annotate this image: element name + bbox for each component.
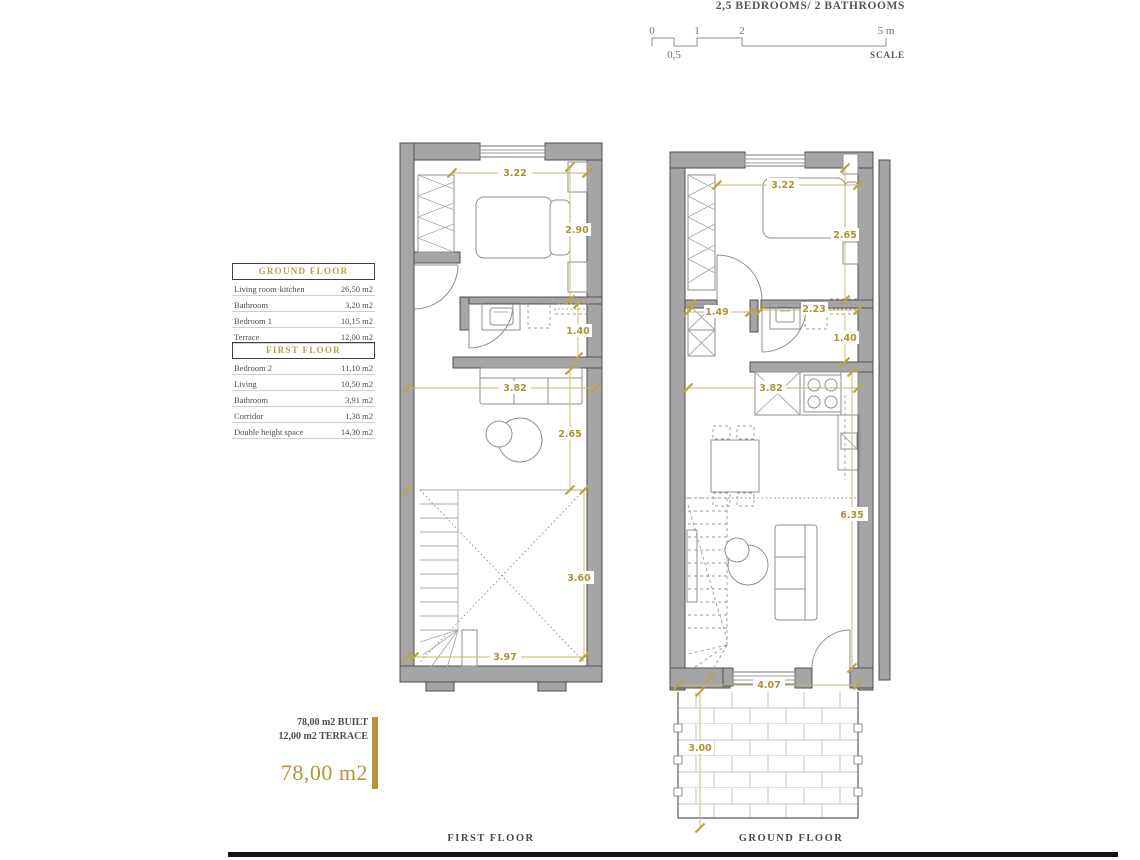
- scale-tick: 5 m: [877, 25, 895, 37]
- dimension-label: 3.60: [567, 573, 591, 584]
- stairs: [420, 490, 477, 675]
- dimension-label: 4.07: [757, 680, 781, 691]
- ground-floor-label: GROUND FLOOR: [738, 833, 844, 844]
- legend-row: [232, 312, 375, 328]
- legend-row: [232, 280, 375, 296]
- legend-row: [232, 296, 375, 312]
- legend-first-title: FIRST FLOOR: [232, 342, 375, 359]
- room-area: 14,30 m2: [340, 427, 373, 437]
- legend-row: [232, 407, 375, 423]
- legend-ground-floor: [232, 263, 375, 344]
- room-label: Bedroom 2: [234, 363, 273, 373]
- dimension-label: 3.00: [688, 743, 712, 754]
- door-arc-bathroom: [469, 304, 513, 348]
- window: [745, 155, 805, 166]
- room-label: Bedroom 1: [234, 316, 273, 326]
- dining-table: [711, 426, 759, 506]
- dimension-label: 1.40: [833, 333, 857, 344]
- dimension-label: 1.49: [705, 307, 729, 318]
- room-area: 10,15 m2: [340, 316, 373, 326]
- door-arc-bedroom: [414, 265, 458, 309]
- scale-tick: 1: [694, 25, 700, 37]
- first-floor-label: FIRST FLOOR: [447, 833, 535, 844]
- dimension-label: 3.82: [503, 383, 527, 394]
- dimension-label: 2.65: [558, 429, 582, 440]
- scale-label: SCALE: [869, 50, 905, 60]
- dimension-label: 3.82: [759, 383, 783, 394]
- stove: [804, 375, 841, 412]
- door-arc-bedroom: [717, 255, 762, 300]
- legend-first-floor: [232, 342, 375, 439]
- bathroom-sink: [482, 303, 520, 330]
- scale-tick: 2: [739, 25, 745, 37]
- fridge: [838, 415, 860, 470]
- room-area: 26,50 m2: [340, 284, 373, 294]
- legend-row: [232, 391, 375, 407]
- double-height-void: [420, 490, 587, 662]
- dimension-label: 3.22: [771, 180, 795, 191]
- room-label: Bathroom: [234, 300, 268, 310]
- room-area: 3,20 m2: [345, 300, 373, 310]
- legend-row: [232, 423, 375, 439]
- room-area: 12,00 m2: [340, 332, 373, 342]
- area-summary: [180, 716, 368, 786]
- room-area: 3,91 m2: [345, 395, 373, 405]
- toilet: [528, 303, 550, 328]
- page-title: 2,5 BEDROOMS/ 2 BATHROOMS: [715, 0, 905, 12]
- dimension-label: 2.90: [565, 225, 589, 236]
- tv-stand: [687, 530, 697, 602]
- dimension-label: 3.97: [493, 652, 517, 663]
- dimension-label: 2.65: [833, 230, 857, 241]
- scale-half-tick: 0,5: [667, 49, 681, 61]
- stairs-overhead: [688, 498, 727, 676]
- dimension-label: 2.23: [802, 304, 826, 315]
- door-arc-terrace: [812, 630, 850, 668]
- footer-bar: [228, 852, 1118, 857]
- terrace: [674, 692, 862, 818]
- room-label: Living room·kitchen: [234, 284, 305, 294]
- coffee-tables: [486, 418, 542, 462]
- first-floor-plan: [398, 140, 613, 695]
- room-label: Corridor: [234, 411, 264, 421]
- total-area: 78,00 m2: [280, 760, 368, 785]
- scale-tick: 0: [649, 25, 655, 37]
- door-arc-bathroom: [762, 308, 806, 352]
- room-area: 11,10 m2: [341, 363, 373, 373]
- ground-floor-plan: [655, 140, 890, 845]
- dimension-label: 1.40: [566, 326, 590, 337]
- room-label: Living: [234, 379, 257, 389]
- legend-ground-title: GROUND FLOOR: [232, 263, 375, 280]
- scale-bar: [648, 24, 908, 60]
- sofa: [775, 525, 817, 620]
- window: [480, 146, 545, 157]
- wardrobe: [688, 175, 715, 290]
- room-label: Double height space: [234, 427, 304, 437]
- dimension-label: 6.35: [840, 510, 864, 521]
- coffee-tables: [725, 538, 768, 585]
- room-label: Bathroom: [234, 395, 268, 405]
- terrace-area: 12,00 m2 TERRACE: [278, 731, 368, 742]
- legend-row: [232, 375, 375, 391]
- room-label: Terrace: [234, 332, 260, 342]
- scale-bar-line: [652, 38, 886, 46]
- dimension-label: 3.22: [503, 168, 527, 179]
- summary-accent-bar: [372, 717, 378, 789]
- room-area: 10,50 m2: [340, 379, 373, 389]
- built-area: 78,00 m2 BUILT: [296, 717, 368, 728]
- wardrobe: [418, 175, 454, 252]
- room-area: 1,38 m2: [345, 411, 373, 421]
- legend-row: [232, 359, 375, 375]
